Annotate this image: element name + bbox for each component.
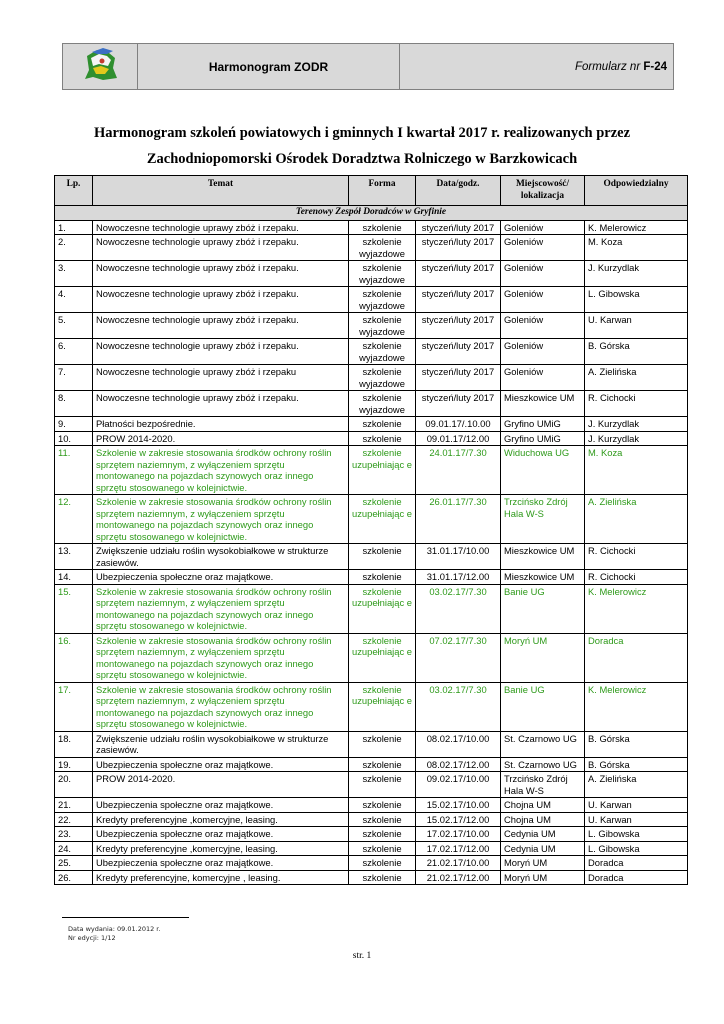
cell-odpowiedzialny: R. Cichocki	[585, 570, 688, 585]
cell-temat: Nowoczesne technologie uprawy zbóż i rzepaku	[93, 365, 349, 391]
page-number: str. 1	[352, 951, 372, 961]
cell-temat: Nowoczesne technologie uprawy zbóż i rzepaku.	[93, 391, 349, 417]
cell-miejsce: Widuchowa UG	[501, 446, 585, 495]
cell-odpowiedzialny: R. Cichocki	[585, 544, 688, 570]
cell-forma: szkolenie	[349, 798, 416, 813]
cell-data: 07.02.17/7.30	[416, 633, 501, 682]
cell-forma: szkolenie	[349, 757, 416, 772]
table-row	[55, 856, 688, 871]
cell-data: styczeń/luty 2017	[416, 261, 501, 287]
form-id: F-24	[643, 60, 667, 73]
cell-lp: 8.	[55, 391, 93, 417]
cell-forma: szkolenie	[349, 544, 416, 570]
cell-odpowiedzialny: A. Zielińska	[585, 365, 688, 391]
cell-miejsce: Goleniów	[501, 261, 585, 287]
table-row	[55, 417, 688, 432]
cell-data: 21.02.17/10.00	[416, 856, 501, 871]
cell-odpowiedzialny: A. Zielińska	[585, 495, 688, 544]
cell-odpowiedzialny: Doradca	[585, 870, 688, 885]
issue-date: Data wydania: 09.01.2012 r.	[68, 925, 161, 933]
cell-odpowiedzialny: M. Koza	[585, 446, 688, 495]
cell-lp: 20.	[55, 772, 93, 798]
cell-forma: szkolenie	[349, 431, 416, 446]
cell-temat: Nowoczesne technologie uprawy zbóż i rzepaku.	[93, 235, 349, 261]
cell-odpowiedzialny: U. Karwan	[585, 313, 688, 339]
header-title: Harmonogram ZODR	[138, 44, 400, 90]
table-row	[55, 365, 688, 391]
cell-lp: 10.	[55, 431, 93, 446]
cell-lp: 26.	[55, 870, 93, 885]
cell-lp: 7.	[55, 365, 93, 391]
cell-forma: szkolenie uzupełniając e	[349, 584, 416, 633]
cell-data: styczeń/luty 2017	[416, 313, 501, 339]
cell-forma: szkolenie	[349, 731, 416, 757]
cell-odpowiedzialny: J. Kurzydlak	[585, 261, 688, 287]
table-row	[55, 431, 688, 446]
cell-temat: Szkolenie w zakresie stosowania środków ochrony roślin sprzętem naziemnym, z wyłączeniem sprzętu montowanego na pojazdach szynowych oraz innego sprzętu stosowanego w kolejnictwie.	[93, 495, 349, 544]
cell-odpowiedzialny: A. Zielińska	[585, 772, 688, 798]
cell-lp: 22.	[55, 812, 93, 827]
cell-temat: Ubezpieczenia społeczne oraz majątkowe.	[93, 798, 349, 813]
table-row	[55, 391, 688, 417]
footnote-divider	[62, 917, 189, 918]
cell-data: styczeń/luty 2017	[416, 220, 501, 235]
form-number	[400, 44, 674, 90]
cell-odpowiedzialny: L. Gibowska	[585, 287, 688, 313]
column-header-miejsce-line2: lokalizacja	[520, 190, 565, 201]
cell-lp: 12.	[55, 495, 93, 544]
cell-miejsce: Cedynia UM	[501, 841, 585, 856]
cell-forma: szkolenie	[349, 772, 416, 798]
cell-odpowiedzialny: B. Górska	[585, 339, 688, 365]
cell-temat: Nowoczesne technologie uprawy zbóż i rzepaku.	[93, 220, 349, 235]
cell-temat: Płatności bezpośrednie.	[93, 417, 349, 432]
cell-data: 08.02.17/12.00	[416, 757, 501, 772]
cell-forma: szkolenie wyjazdowe	[349, 365, 416, 391]
cell-data: styczeń/luty 2017	[416, 287, 501, 313]
form-prefix: Formularz nr	[574, 60, 644, 73]
table-row	[55, 544, 688, 570]
column-header-temat: Temat	[93, 176, 349, 206]
cell-data: 03.02.17/7.30	[416, 584, 501, 633]
cell-forma: szkolenie wyjazdowe	[349, 313, 416, 339]
cell-lp: 21.	[55, 798, 93, 813]
cell-temat: Ubezpieczenia społeczne oraz majątkowe.	[93, 570, 349, 585]
cell-lp: 15.	[55, 584, 93, 633]
cell-odpowiedzialny: R. Cichocki	[585, 391, 688, 417]
cell-lp: 1.	[55, 220, 93, 235]
cell-data: 03.02.17/7.30	[416, 682, 501, 731]
cell-temat: Szkolenie w zakresie stosowania środków ochrony roślin sprzętem naziemnym, z wyłączeniem sprzętu montowanego na pojazdach szynowych oraz innego sprzętu stosowanego w kolejnictwie.	[93, 682, 349, 731]
document-title-line1: Harmonogram szkoleń powiatowych i gminnych I kwartał 2017 r. realizowanych przez	[93, 125, 631, 141]
table-row	[55, 827, 688, 842]
cell-lp: 19.	[55, 757, 93, 772]
zodr-logo-icon	[63, 44, 137, 84]
cell-temat: PROW 2014-2020.	[93, 431, 349, 446]
cell-miejsce: Trzcińsko Zdrój Hala W-S	[501, 495, 585, 544]
cell-odpowiedzialny: L. Gibowska	[585, 827, 688, 842]
cell-forma: szkolenie	[349, 570, 416, 585]
cell-temat: Zwiększenie udziału roślin wysokobiałkowe w strukturze zasiewów.	[93, 731, 349, 757]
table-row	[55, 313, 688, 339]
cell-data: 24.01.17/7.30	[416, 446, 501, 495]
cell-miejsce: Goleniów	[501, 365, 585, 391]
column-header-lp: Lp.	[55, 176, 93, 206]
cell-miejsce: Goleniów	[501, 235, 585, 261]
cell-data: styczeń/luty 2017	[416, 339, 501, 365]
table-row	[55, 870, 688, 885]
cell-miejsce: Goleniów	[501, 313, 585, 339]
table-row	[55, 841, 688, 856]
cell-data: 15.02.17/12.00	[416, 812, 501, 827]
cell-forma: szkolenie uzupełniając e	[349, 633, 416, 682]
table-row	[55, 235, 688, 261]
cell-odpowiedzialny: J. Kurzydlak	[585, 431, 688, 446]
cell-odpowiedzialny: M. Koza	[585, 235, 688, 261]
cell-data: 15.02.17/10.00	[416, 798, 501, 813]
cell-data: 09.01.17/.10.00	[416, 417, 501, 432]
document-title-line2: Zachodniopomorski Ośrodek Doradztwa Rolniczego w Barzkowicach	[146, 151, 578, 167]
cell-lp: 16.	[55, 633, 93, 682]
cell-data: 08.02.17/10.00	[416, 731, 501, 757]
cell-lp: 13.	[55, 544, 93, 570]
cell-lp: 25.	[55, 856, 93, 871]
table-row	[55, 339, 688, 365]
cell-miejsce: Moryń UM	[501, 856, 585, 871]
cell-odpowiedzialny: K. Melerowicz	[585, 220, 688, 235]
cell-forma: szkolenie	[349, 220, 416, 235]
cell-temat: Nowoczesne technologie uprawy zbóż i rzepaku.	[93, 261, 349, 287]
cell-lp: 18.	[55, 731, 93, 757]
cell-temat: Nowoczesne technologie uprawy zbóż i rzepaku.	[93, 313, 349, 339]
footnote	[68, 925, 160, 943]
table-row	[55, 682, 688, 731]
cell-odpowiedzialny: U. Karwan	[585, 812, 688, 827]
cell-forma: szkolenie uzupełniając e	[349, 495, 416, 544]
table-row	[55, 633, 688, 682]
cell-data: styczeń/luty 2017	[416, 365, 501, 391]
cell-odpowiedzialny: L. Gibowska	[585, 841, 688, 856]
cell-forma: szkolenie	[349, 870, 416, 885]
section-row	[55, 206, 688, 221]
cell-temat: Kredyty preferencyjne ,komercyjne, leasing.	[93, 812, 349, 827]
cell-forma: szkolenie	[349, 827, 416, 842]
table-row	[55, 584, 688, 633]
column-header-miejsce	[501, 176, 585, 206]
schedule-table	[54, 175, 688, 885]
table-row	[55, 772, 688, 798]
cell-data: 17.02.17/12.00	[416, 841, 501, 856]
table-row	[55, 757, 688, 772]
cell-temat: Ubezpieczenia społeczne oraz majątkowe.	[93, 827, 349, 842]
cell-temat: Szkolenie w zakresie stosowania środków ochrony roślin sprzętem naziemnym, z wyłączeniem sprzętu montowanego na pojazdach szynowych oraz innego sprzętu stosowanego w kolejnictwie.	[93, 633, 349, 682]
cell-miejsce: Moryń UM	[501, 633, 585, 682]
cell-forma: szkolenie	[349, 812, 416, 827]
cell-forma: szkolenie wyjazdowe	[349, 235, 416, 261]
cell-data: styczeń/luty 2017	[416, 235, 501, 261]
cell-temat: Ubezpieczenia społeczne oraz majątkowe.	[93, 856, 349, 871]
cell-miejsce: Banie UG	[501, 584, 585, 633]
cell-temat: Zwiększenie udziału roślin wysokobiałkowe w strukturze zasiewów.	[93, 544, 349, 570]
cell-temat: Szkolenie w zakresie stosowania środków ochrony roślin sprzętem naziemnym, z wyłączeniem sprzętu montowanego na pojazdach szynowych oraz innego sprzętu stosowanego w kolejnictwie.	[93, 584, 349, 633]
cell-data: 17.02.17/10.00	[416, 827, 501, 842]
cell-miejsce: Moryń UM	[501, 870, 585, 885]
cell-temat: Nowoczesne technologie uprawy zbóż i rzepaku.	[93, 287, 349, 313]
cell-lp: 17.	[55, 682, 93, 731]
section-title: Terenowy Zespół Doradców w Gryfinie	[55, 206, 688, 221]
cell-forma: szkolenie	[349, 856, 416, 871]
cell-forma: szkolenie wyjazdowe	[349, 261, 416, 287]
cell-miejsce: Cedynia UM	[501, 827, 585, 842]
cell-forma: szkolenie wyjazdowe	[349, 391, 416, 417]
cell-odpowiedzialny: Doradca	[585, 633, 688, 682]
cell-lp: 4.	[55, 287, 93, 313]
cell-miejsce: Mieszkowice UM	[501, 570, 585, 585]
cell-lp: 24.	[55, 841, 93, 856]
cell-odpowiedzialny: K. Melerowicz	[585, 584, 688, 633]
cell-forma: szkolenie uzupełniając e	[349, 446, 416, 495]
cell-data: styczeń/luty 2017	[416, 391, 501, 417]
cell-odpowiedzialny: K. Melerowicz	[585, 682, 688, 731]
cell-forma: szkolenie uzupełniając e	[349, 682, 416, 731]
cell-forma: szkolenie wyjazdowe	[349, 287, 416, 313]
cell-lp: 23.	[55, 827, 93, 842]
cell-data: 31.01.17/10.00	[416, 544, 501, 570]
cell-temat: Nowoczesne technologie uprawy zbóż i rzepaku.	[93, 339, 349, 365]
cell-data: 09.01.17/12.00	[416, 431, 501, 446]
table-row	[55, 812, 688, 827]
cell-miejsce: St. Czarnowo UG	[501, 757, 585, 772]
cell-lp: 9.	[55, 417, 93, 432]
column-header-forma: Forma	[349, 176, 416, 206]
cell-miejsce: Goleniów	[501, 339, 585, 365]
cell-miejsce: Gryfino UMiG	[501, 417, 585, 432]
cell-lp: 2.	[55, 235, 93, 261]
cell-temat: Kredyty preferencyjne, komercyjne , leasing.	[93, 870, 349, 885]
logo-cell	[63, 44, 138, 90]
cell-miejsce: Goleniów	[501, 220, 585, 235]
cell-temat: Kredyty preferencyjne ,komercyjne, leasing.	[93, 841, 349, 856]
edition-number: Nr edycji: 1/12	[68, 934, 116, 942]
cell-forma: szkolenie	[349, 417, 416, 432]
cell-lp: 11.	[55, 446, 93, 495]
table-row	[55, 446, 688, 495]
cell-miejsce: Chojna UM	[501, 798, 585, 813]
column-header-miejsce-line1: Miejscowość/	[515, 179, 570, 189]
cell-data: 31.01.17/12.00	[416, 570, 501, 585]
cell-odpowiedzialny: J. Kurzydlak	[585, 417, 688, 432]
table-row	[55, 261, 688, 287]
cell-miejsce: Gryfino UMiG	[501, 431, 585, 446]
cell-temat: Ubezpieczenia społeczne oraz majątkowe.	[93, 757, 349, 772]
cell-data: 09.02.17/10.00	[416, 772, 501, 798]
cell-forma: szkolenie wyjazdowe	[349, 339, 416, 365]
cell-odpowiedzialny: U. Karwan	[585, 798, 688, 813]
cell-odpowiedzialny: Doradca	[585, 856, 688, 871]
cell-miejsce: Goleniów	[501, 287, 585, 313]
cell-temat: PROW 2014-2020.	[93, 772, 349, 798]
cell-miejsce: Mieszkowice UM	[501, 391, 585, 417]
table-row	[55, 287, 688, 313]
column-header-data: Data/godz.	[416, 176, 501, 206]
column-header-odpowiedzialny: Odpowiedzialny	[585, 176, 688, 206]
cell-lp: 5.	[55, 313, 93, 339]
table-row	[55, 731, 688, 757]
document-header	[62, 43, 674, 90]
cell-miejsce: Mieszkowice UM	[501, 544, 585, 570]
cell-miejsce: Chojna UM	[501, 812, 585, 827]
cell-forma: szkolenie	[349, 841, 416, 856]
table-row	[55, 798, 688, 813]
cell-miejsce: St. Czarnowo UG	[501, 731, 585, 757]
cell-odpowiedzialny: B. Górska	[585, 757, 688, 772]
table-header-row	[55, 176, 688, 206]
cell-data: 21.02.17/12.00	[416, 870, 501, 885]
cell-temat: Szkolenie w zakresie stosowania środków ochrony roślin sprzętem naziemnym, z wyłączeniem sprzętu montowanego na pojazdach szynowych oraz innego sprzętu stosowanego w kolejnictwie.	[93, 446, 349, 495]
table-row	[55, 570, 688, 585]
cell-lp: 3.	[55, 261, 93, 287]
cell-lp: 14.	[55, 570, 93, 585]
cell-miejsce: Banie UG	[501, 682, 585, 731]
cell-odpowiedzialny: B. Górska	[585, 731, 688, 757]
cell-miejsce: Trzcińsko Zdrój Hala W-S	[501, 772, 585, 798]
table-row	[55, 220, 688, 235]
cell-data: 26.01.17/7.30	[416, 495, 501, 544]
table-row	[55, 495, 688, 544]
cell-lp: 6.	[55, 339, 93, 365]
